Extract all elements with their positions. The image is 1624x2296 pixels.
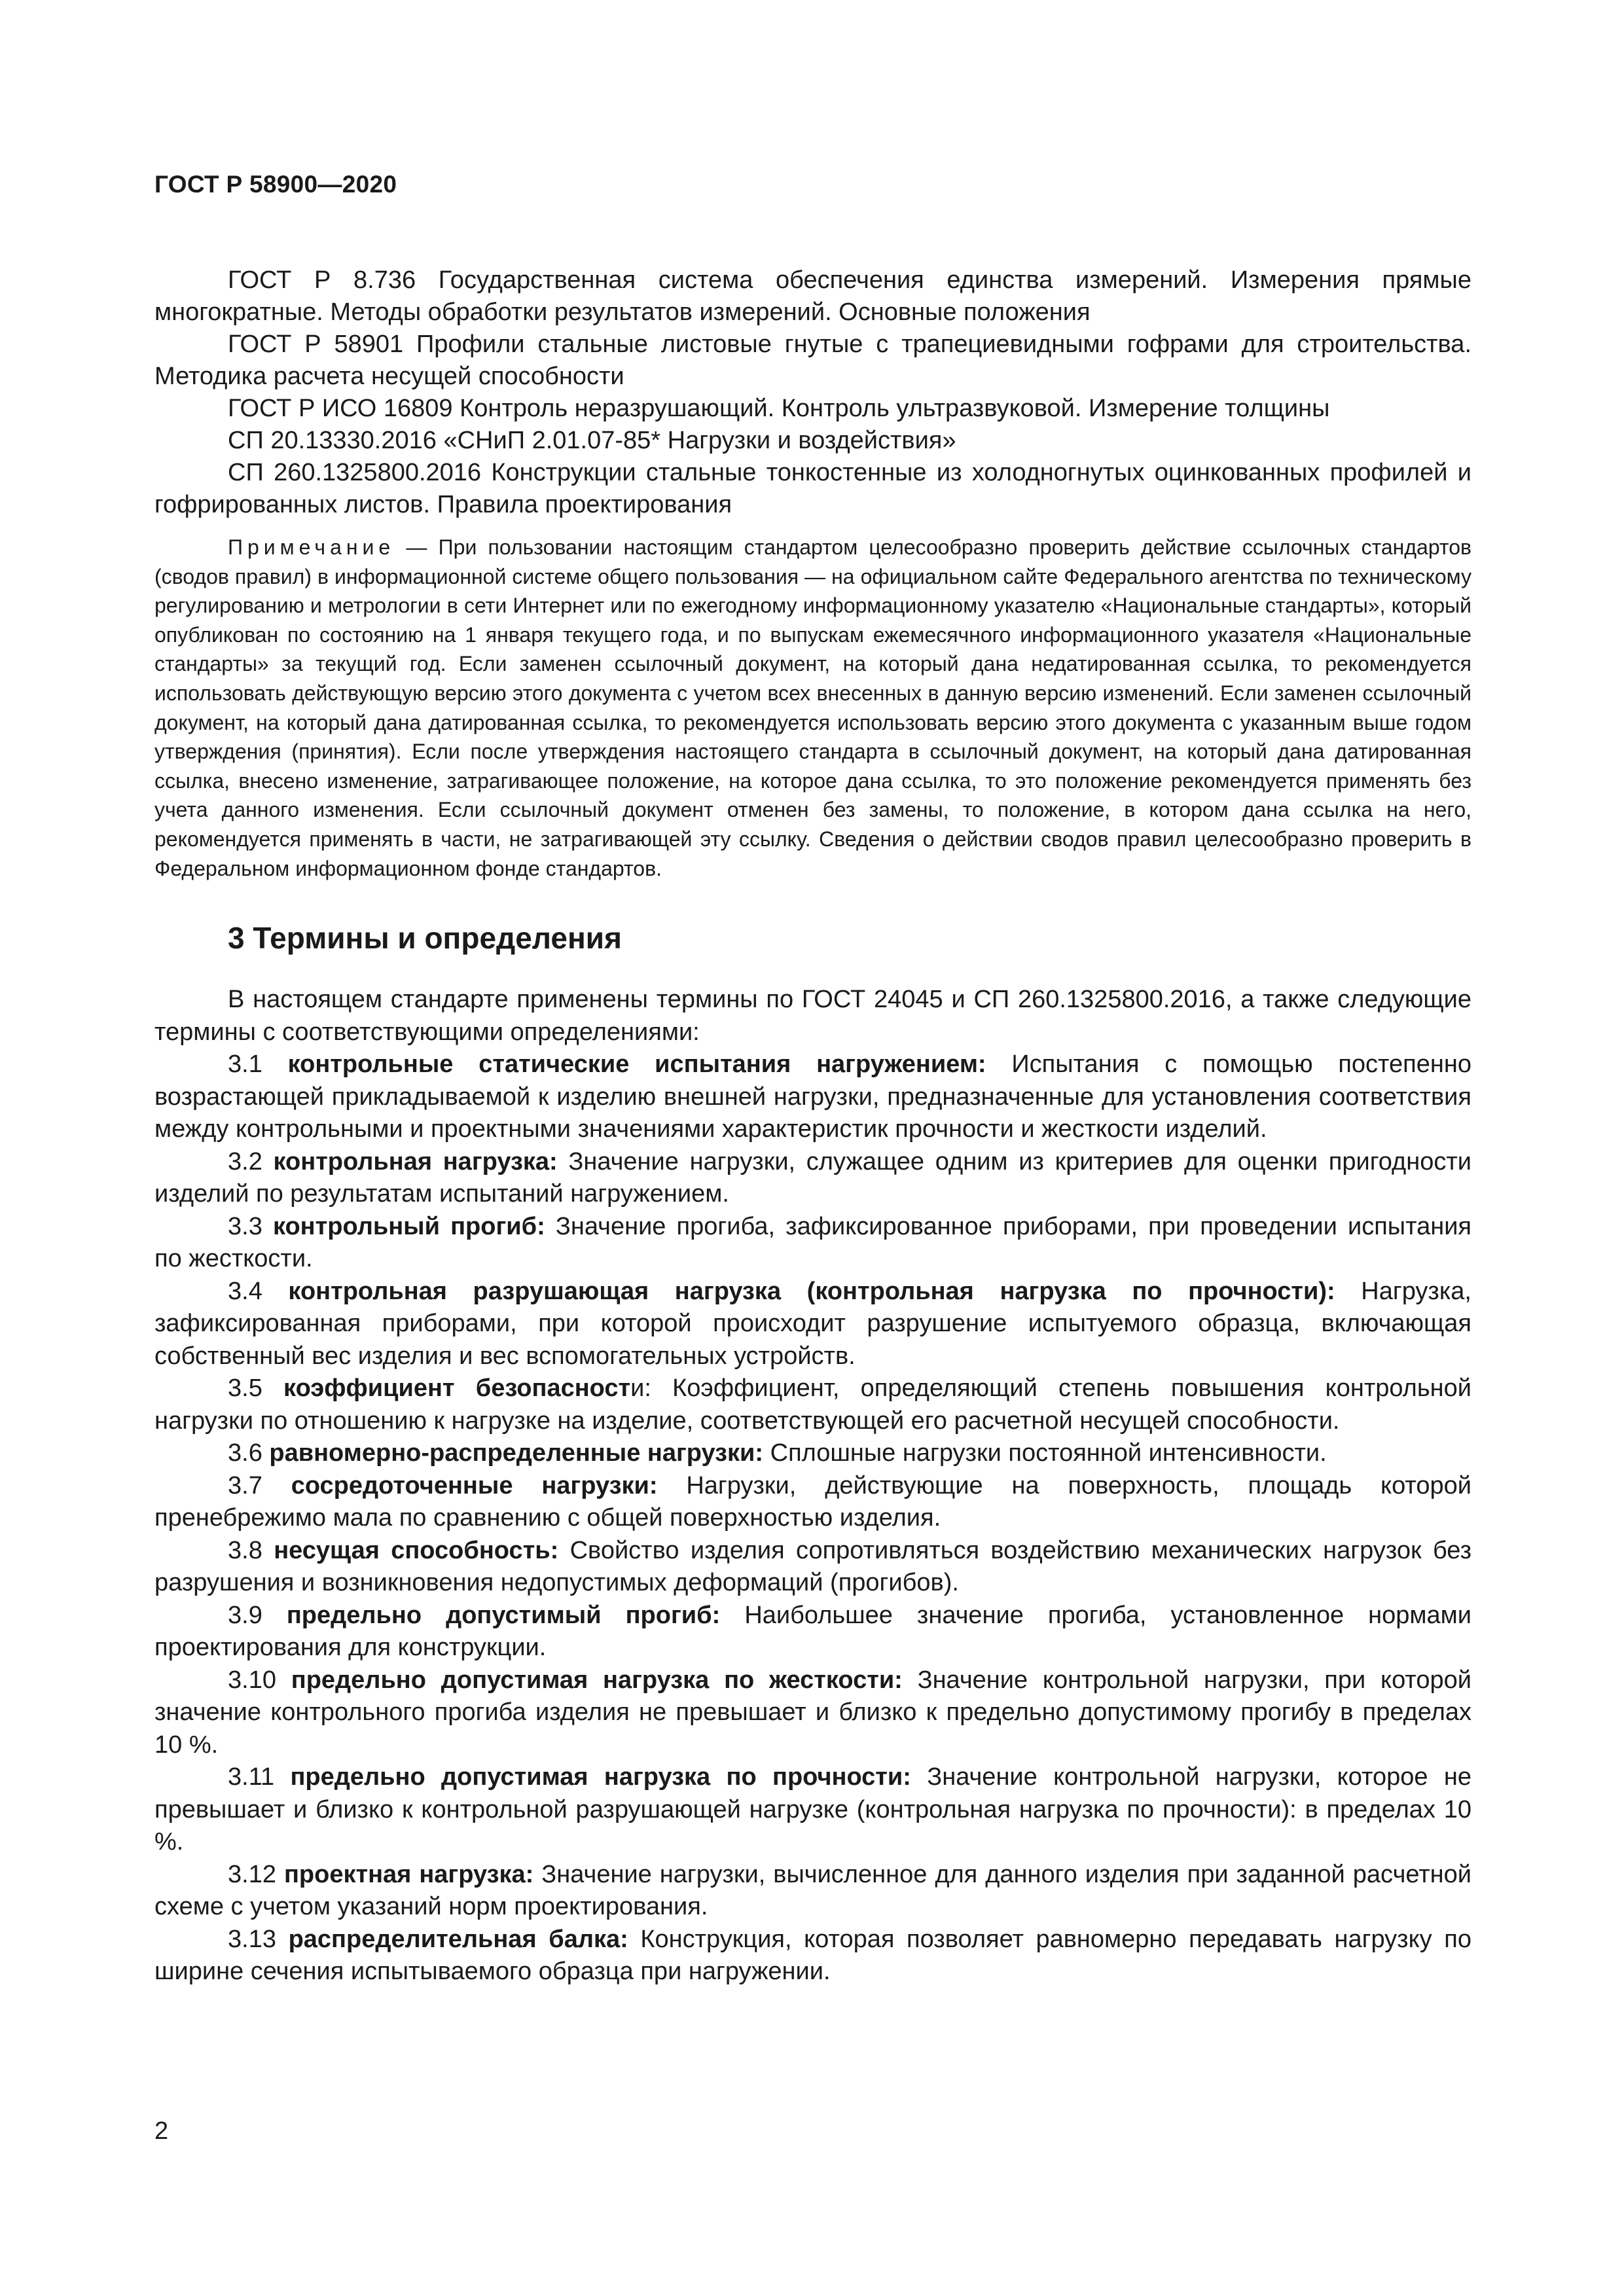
- term-entry: [154, 1146, 1471, 1211]
- term-name: контрольный прогиб:: [272, 1212, 545, 1240]
- term-definition: Нагрузка, зафиксированная приборами, при которой происходит разрушение испытуемого образца, включающая собственный вес изделия и вес вспомогательных устройств.: [154, 1277, 1471, 1370]
- note-block: [154, 533, 1471, 883]
- term-name: предельно допустимый прогиб:: [286, 1601, 721, 1629]
- normative-references: [154, 264, 1471, 521]
- reference-item: СП 260.1325800.2016 Конструкции стальные тонкостенные из холодногнутых оцинкованных профилей и гофрированных листов. Правила проектирования: [154, 459, 1471, 518]
- term-definition: и: Коэффициент, определяющий степень повышения контрольной нагрузки по отношению к нагрузке на изделие, соответствующей его расчетной несущей способности.: [154, 1374, 1471, 1435]
- gost-header: ГОСТ Р 58900—2020: [154, 171, 397, 198]
- term-number: 3.9: [228, 1601, 287, 1629]
- term-number: 3.13: [228, 1925, 289, 1953]
- term-entry: [154, 1664, 1471, 1762]
- term-entry: [154, 1437, 1471, 1470]
- term-definition: Значение прогиба, зафиксированное приборами, при проведении испытания по жесткости.: [154, 1212, 1471, 1273]
- term-number: 3.12: [228, 1860, 284, 1888]
- term-definition: Значение контрольной нагрузки, которое не превышает и близко к контрольной разрушающей нагрузке (контрольная нагрузка по прочности): в пределах 10 %.: [154, 1763, 1471, 1856]
- term-name: контрольные статические испытания нагружением:: [287, 1050, 986, 1079]
- term-number: 3.2: [228, 1147, 274, 1175]
- term-entry: [154, 1372, 1471, 1437]
- note-label: Примечание: [228, 535, 395, 559]
- term-entry: [154, 1859, 1471, 1924]
- term-entry: [154, 1211, 1471, 1276]
- term-number: 3.1: [228, 1050, 288, 1079]
- term-name: коэффициент безопасност: [283, 1374, 631, 1403]
- term-definition: Наибольшее значение прогиба, установленное нормами проектирования для конструкции.: [154, 1601, 1471, 1662]
- term-definition: Конструкция, которая позволяет равномерно передавать нагрузку по ширине сечения испытываемого образца при нагружении.: [154, 1925, 1471, 1986]
- note-text: — При пользовании настоящим стандартом целесообразно проверить действие ссылочных стандартов (сводов правил) в информационной системе общего пользования — на официальном сайте Федерального агентства по техническому регулированию и метрологии в сети Интернет или по ежегодному информационному указателю «Национальные стандарты», который опубликован по состоянию на 1 января текущего года, и по выпускам ежемесячного информационного указателя «Национальные стандарты» за текущий год. Если заменен ссылочный документ, на который дана недатированная ссылка, то рекомендуется использовать действующую версию этого документа с учетом всех внесенных в данную версию изменений. Если заменен ссылочный документ, на который дана датированная ссылка, то рекомендуется использовать версию этого документа с указанным выше годом утверждения (принятия). Если после утверждения настоящего стандарта в ссылочный документ, на который дана датированная ссылка, внесено изменение, затрагивающее положение, на которое дана ссылка, то это положение рекомендуется применять без учета данного изменения. Если ссылочный документ отменен без замены, то положение, в котором дана ссылка на него, рекомендуется применять в части, не затрагивающей эту ссылку. Сведения о действии сводов правил целесообразно проверить в Федеральном информационном фонде стандартов.: [154, 535, 1471, 880]
- term-entry: [154, 1600, 1471, 1664]
- term-entry: [154, 1049, 1471, 1146]
- term-definition: Значение нагрузки, вычисленное для данного изделия при заданной расчетной схеме с учетом указаний норм проектирования.: [154, 1860, 1471, 1921]
- reference-item: ГОСТ Р 58901 Профили стальные листовые гнутые с трапециевидными гофрами для строительства. Методика расчета несущей способности: [154, 331, 1471, 390]
- term-entry: [154, 1470, 1471, 1535]
- term-number: 3.3: [228, 1212, 273, 1240]
- term-name: несущая способность:: [274, 1536, 559, 1564]
- term-definition: Нагрузки, действующие на поверхность, площадь которой пренебрежимо мала по сравнению с общей поверхностью изделия.: [154, 1471, 1471, 1532]
- term-definition: Значение контрольной нагрузки, при которой значение контрольного прогиба изделия не превышает и близко к предельно допустимому прогибу в пределах 10 %.: [154, 1666, 1471, 1759]
- term-name: равномерно-распределенные нагрузки:: [269, 1439, 764, 1467]
- term-entry: [154, 1761, 1471, 1859]
- terms-list: [154, 984, 1471, 1988]
- page-number: 2: [154, 2117, 169, 2145]
- term-name: контрольная разрушающая нагрузка (контрольная нагрузка по прочности):: [288, 1277, 1335, 1305]
- term-definition: Испытания с помощью постепенно возрастающей прикладываемой к изделию внешней нагрузки, предназначенные для установления соответствия между контрольными и проектными значениями характеристик прочности и жесткости изделий.: [154, 1050, 1471, 1143]
- document-page: [154, 170, 1471, 2173]
- term-name: распределительная балка:: [288, 1925, 628, 1953]
- term-entry: [154, 1535, 1471, 1600]
- term-name: предельно допустимая нагрузка по жесткости:: [291, 1666, 903, 1694]
- reference-item: ГОСТ Р ИСО 16809 Контроль неразрушающий. Контроль ультразвуковой. Измерение толщины: [228, 395, 1330, 422]
- term-number: 3.4: [228, 1277, 289, 1305]
- term-name: сосредоточенные нагрузки:: [291, 1471, 658, 1499]
- term-entry: [154, 1276, 1471, 1373]
- term-definition: Свойство изделия сопротивляться воздействию механических нагрузок без разрушения и возникновения недопустимых деформаций (прогибов).: [154, 1536, 1471, 1597]
- reference-item: СП 20.13330.2016 «СНиП 2.01.07-85* Нагрузки и воздействия»: [228, 427, 956, 454]
- term-name: предельно допустимая нагрузка по прочности:: [290, 1763, 911, 1791]
- section-title: 3 Термины и определения: [228, 921, 622, 956]
- term-number: 3.7: [228, 1471, 291, 1499]
- term-name: проектная нагрузка:: [283, 1860, 534, 1888]
- term-entry: [154, 1924, 1471, 1988]
- term-name: контрольная нагрузка:: [273, 1147, 558, 1175]
- term-number: 3.8: [228, 1536, 274, 1564]
- term-number: 3.11: [228, 1763, 291, 1791]
- term-definition: Значение нагрузки, служащее одним из критериев для оценки пригодности изделий по результатам испытаний нагружением.: [154, 1147, 1471, 1208]
- reference-item: ГОСТ Р 8.736 Государственная система обеспечения единства измерений. Измерения прямые многократные. Методы обработки результатов измерений. Основные положения: [154, 266, 1471, 326]
- term-definition: Сплошные нагрузки постоянной интенсивности.: [763, 1439, 1327, 1467]
- term-number: 3.6: [228, 1439, 270, 1467]
- term-number: 3.10: [228, 1666, 291, 1694]
- term-number: 3.5: [228, 1374, 284, 1403]
- section-intro: В настоящем стандарте применены термины по ГОСТ 24045 и СП 260.1325800.2016, а также следующие термины с соответствующими определениями:: [154, 986, 1471, 1046]
